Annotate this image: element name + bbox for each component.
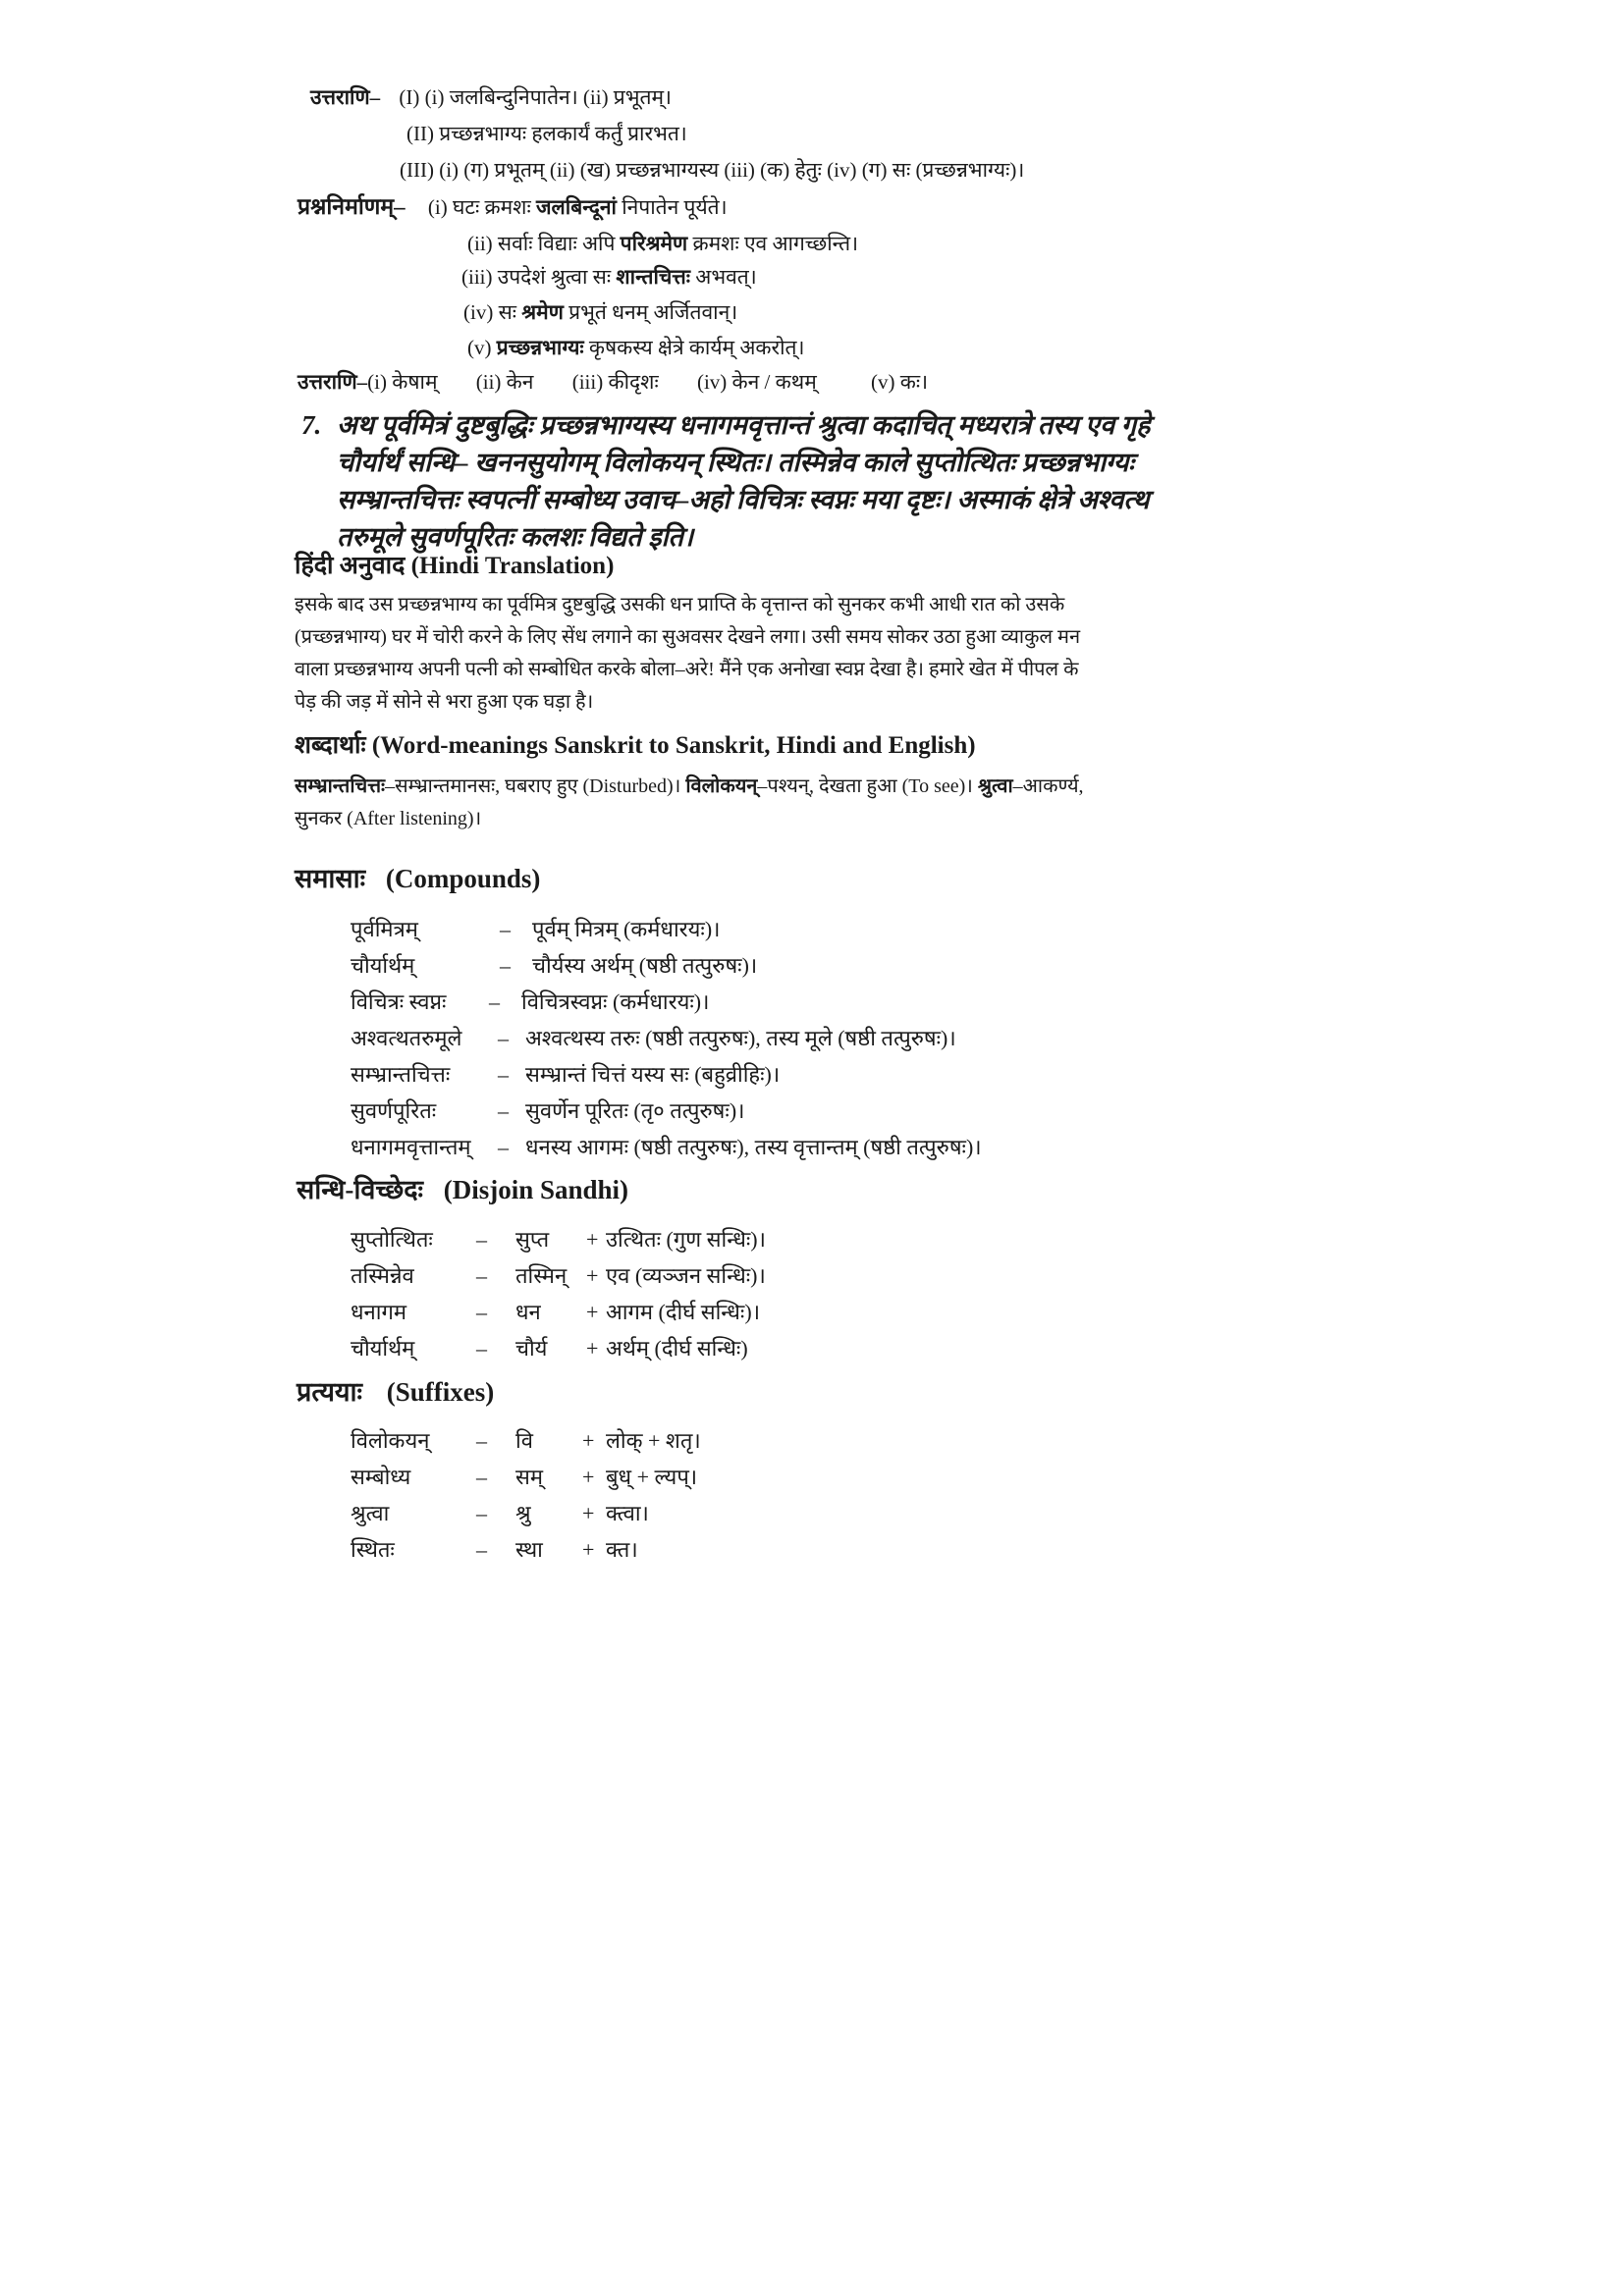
dash: – xyxy=(498,1098,509,1123)
question-formation-line xyxy=(467,333,804,362)
term: विलोकयन् xyxy=(685,775,758,797)
meaning: –पश्यन्, देखता हुआ (To see)। xyxy=(757,775,973,797)
bold-word: शान्तचित्तः xyxy=(616,265,691,289)
dash: – xyxy=(476,1465,487,1489)
dash: – xyxy=(476,1428,487,1453)
word: विचित्रः स्वप्नः xyxy=(351,989,447,1014)
answers-line xyxy=(298,367,928,397)
text: घटः क्रमशः xyxy=(453,195,531,219)
answer-item: (iv) केन / कथम् xyxy=(696,370,817,394)
dash: – xyxy=(476,1537,487,1562)
word: सम्भ्रान्तचित्तः xyxy=(351,1062,451,1087)
heading-english: (Disjoin Sandhi) xyxy=(443,1175,629,1204)
question-formation-line xyxy=(467,229,858,258)
part-b: आगम (दीर्घ सन्धिः)। xyxy=(606,1300,761,1324)
bold-word: परिश्रमेण xyxy=(620,232,688,255)
part-b: बुध् + ल्यप्। xyxy=(606,1465,698,1489)
part-a: चौर्य xyxy=(515,1336,548,1361)
text: निपातेन पूर्यते। xyxy=(622,195,728,219)
translation-line: इसके बाद उस प्रच्छन्नभाग्य का पूर्वमित्र दुष्टबुद्धि उसकी धन प्राप्ति के वृत्तान्त को सुनकर कभी आधी रात को उसके xyxy=(295,594,1065,615)
dash: – xyxy=(498,1135,509,1159)
part-a: धन xyxy=(515,1300,541,1324)
word: तस्मिन्नेव xyxy=(351,1263,414,1288)
word: श्रुत्वा xyxy=(351,1501,390,1525)
dash: – xyxy=(476,1336,487,1361)
translation-line: वाला प्रच्छन्नभाग्य अपनी पत्नी को सम्बोधित करके बोला–अरे! मैंने एक अनोखा स्वप्न देखा है। हमारे खेत में पीपल के xyxy=(295,659,1079,680)
explanation: धनस्य आगमः (षष्ठी तत्पुरुषः), तस्य वृत्तान्तम् (षष्ठी तत्पुरुषः)। xyxy=(525,1135,982,1159)
meaning: –आकर्ण्य, xyxy=(1012,775,1084,797)
question-formation-line xyxy=(463,297,737,327)
heading-english: (Hindi Translation) xyxy=(410,553,615,579)
heading-hindi: हिंदी अनुवाद xyxy=(295,553,406,579)
plus: + xyxy=(586,1263,599,1288)
explanation: चौर्यस्य अर्थम् (षष्ठी तत्पुरुषः)। xyxy=(532,953,758,978)
heading-hindi: प्रत्ययाः xyxy=(297,1377,362,1407)
text: उपदेशं श्रुत्वा सः xyxy=(497,265,612,289)
part-a: तस्मिन् xyxy=(515,1263,568,1288)
plus: + xyxy=(586,1300,599,1324)
word: चौर्यार्थम् xyxy=(351,953,415,978)
word: पूर्वमित्रम् xyxy=(351,917,418,941)
explanation: सम्भ्रान्तं चित्तं यस्य सः (बहुव्रीहिः)। xyxy=(525,1062,781,1087)
word: चौर्यार्थम् xyxy=(351,1336,415,1361)
answer-line: (III) (i) (ग) प्रभूतम् (ii) (ख) प्रच्छन्नभाग्यस्य (iii) (क) हेतुः (iv) (ग) सः (प्रच्छन्नभाग्यः)। xyxy=(400,158,1025,182)
word-meanings-text xyxy=(295,771,1311,835)
part-b: एव (व्यञ्जन सन्धिः)। xyxy=(606,1263,766,1288)
explanation: पूर्वम् मित्रम् (कर्मधारयः)। xyxy=(532,917,721,941)
heading-english: (Word-meanings Sanskrit to Sanskrit, Hindi and English) xyxy=(371,732,976,759)
part-a: श्रु xyxy=(515,1501,531,1525)
text: कृषकस्य क्षेत्रे कार्यम् अकरोत्। xyxy=(588,336,805,359)
part-b: क्त। xyxy=(606,1537,638,1562)
term: सम्भ्रान्तचित्तः xyxy=(295,775,386,797)
passage-line: तरुमूले सुवर्णपूरितः कलशः विद्यते इति। xyxy=(337,522,694,552)
section-heading-hindi-translation xyxy=(295,552,614,581)
plus: + xyxy=(586,1227,599,1252)
text: प्रभूतं धनम् अर्जितवान्। xyxy=(568,300,738,324)
dash: – xyxy=(500,953,511,978)
answer-item: (i) केषाम् xyxy=(367,370,438,394)
heading-hindi: समासाः xyxy=(295,864,366,893)
passage-line: अथ पूर्वमित्रं दुष्टबुद्धिः प्रच्छन्नभाग्यस्य धनागमवृत्तान्तं श्रुत्वा कदाचित् मध्यरात्रे तस्य एव गृहे xyxy=(337,410,1151,440)
plus: + xyxy=(582,1428,595,1453)
heading-english: (Compounds) xyxy=(385,864,541,893)
item-number: (ii) xyxy=(467,232,493,255)
question-formation-label: प्रश्ननिर्माणम्– xyxy=(298,194,406,219)
question-formation-line xyxy=(298,192,728,222)
answer-item: (ii) केन xyxy=(475,370,534,394)
dash: – xyxy=(476,1501,487,1525)
explanation: अश्वत्थस्य तरुः (षष्ठी तत्पुरुषः), तस्य मूले (षष्ठी तत्पुरुषः)। xyxy=(525,1026,956,1050)
translation-line: पेड़ की जड़ में सोने से भरा हुआ एक घड़ा है। xyxy=(295,691,594,713)
section-heading-sandhi xyxy=(297,1175,628,1204)
translation-line: (प्रच्छन्नभाग्य) घर में चोरी करने के लिए सेंध लगाने का सुअवसर देखने लगा। उसी समय सोकर उठा हुआ व्याकुल मन xyxy=(295,626,1081,648)
part-a: सुप्त xyxy=(515,1227,550,1252)
plus: + xyxy=(582,1537,595,1562)
section-heading-compounds xyxy=(295,864,540,893)
answers-label: उत्तराणि– xyxy=(310,85,381,109)
word: विलोकयन् xyxy=(351,1428,430,1453)
passage-number: 7. xyxy=(301,410,322,440)
bold-word: जलबिन्दूनां xyxy=(535,195,617,219)
plus: + xyxy=(586,1336,599,1361)
part-a: वि xyxy=(515,1428,533,1453)
dash: – xyxy=(489,989,500,1014)
dash: – xyxy=(498,1062,509,1087)
item-number: (v) xyxy=(467,336,492,359)
passage-line: सम्भ्रान्तचित्तः स्वपत्नीं सम्बोध्य उवाच–अहो विचित्रः स्वप्नः मया दृष्टः। अस्माकं क्षेत्रे अश्वत्थ xyxy=(337,485,1150,514)
heading-english: (Suffixes) xyxy=(386,1377,495,1407)
word: धनागमवृत्तान्तम् xyxy=(351,1135,471,1159)
text: सः xyxy=(498,300,517,324)
word: सुवर्णपूरितः xyxy=(351,1098,437,1123)
answer-item: (v) कः। xyxy=(871,370,929,394)
word: सम्बोध्य xyxy=(351,1465,411,1489)
explanation: विचित्रस्वप्नः (कर्मधारयः)। xyxy=(521,989,710,1014)
term: श्रुत्वा xyxy=(977,775,1013,797)
section-heading-word-meanings xyxy=(295,731,976,761)
answers-block-line-1 xyxy=(310,82,672,112)
hindi-translation-text xyxy=(295,589,1311,719)
part-b: क्त्वा। xyxy=(606,1501,649,1525)
meaning-continuation: सुनकर (After listening)। xyxy=(295,808,482,829)
dash: – xyxy=(476,1227,487,1252)
sanskrit-passage xyxy=(301,406,1309,556)
item-number: (i) xyxy=(427,195,448,219)
dash: – xyxy=(476,1300,487,1324)
part-b: उत्थितः (गुण सन्धिः)। xyxy=(606,1227,766,1252)
plus: + xyxy=(582,1501,595,1525)
answers-label: उत्तराणि– xyxy=(298,370,368,394)
text: अभवत्। xyxy=(695,265,757,289)
part-b: लोक् + शतृ। xyxy=(606,1428,701,1453)
item-number: (iv) xyxy=(463,300,494,324)
answer-line: (II) प्रच्छन्नभाग्यः हलकार्यं कर्तुं प्रारभत। xyxy=(406,122,687,145)
part-a: सम् xyxy=(515,1465,544,1489)
part-a: स्था xyxy=(515,1537,543,1562)
text: सर्वाः विद्याः अपि xyxy=(497,232,616,255)
plus: + xyxy=(582,1465,595,1489)
answer-line: (I) (i) जलबिन्दुनिपातेन। (ii) प्रभूतम्। xyxy=(399,85,673,109)
dash: – xyxy=(500,917,511,941)
heading-hindi: शब्दार्थाः xyxy=(295,732,366,759)
dash: – xyxy=(498,1026,509,1050)
text: क्रमशः एव आगच्छन्ति। xyxy=(692,232,859,255)
part-b: अर्थम् (दीर्घ सन्धिः) xyxy=(606,1336,748,1361)
heading-hindi: सन्धि-विच्छेदः xyxy=(297,1175,423,1204)
bold-word: प्रच्छन्नभाग्यः xyxy=(496,336,584,359)
word: सुप्तोत्थितः xyxy=(351,1227,433,1252)
meaning: –सम्भ्रान्तमानसः, घबराए हुए (Disturbed)। xyxy=(385,775,681,797)
passage-line: चौर्यार्थं सन्धि– खननसुयोगम् विलोकयन् स्थितः। तस्मिन्नेव काले सुप्तोत्थितः प्रच्छन्नभाग्यः xyxy=(337,448,1134,477)
section-heading-suffixes xyxy=(297,1377,494,1407)
item-number: (iii) xyxy=(461,265,493,289)
word: धनागम xyxy=(351,1300,406,1324)
answer-item: (iii) कीदृशः xyxy=(571,370,659,394)
dash: – xyxy=(476,1263,487,1288)
explanation: सुवर्णेन पूरितः (तृ० तत्पुरुषः)। xyxy=(525,1098,745,1123)
word: अश्वत्थतरुमूले xyxy=(351,1026,462,1050)
question-formation-line xyxy=(461,262,757,292)
bold-word: श्रमेण xyxy=(521,300,564,324)
word: स्थितः xyxy=(351,1537,395,1562)
